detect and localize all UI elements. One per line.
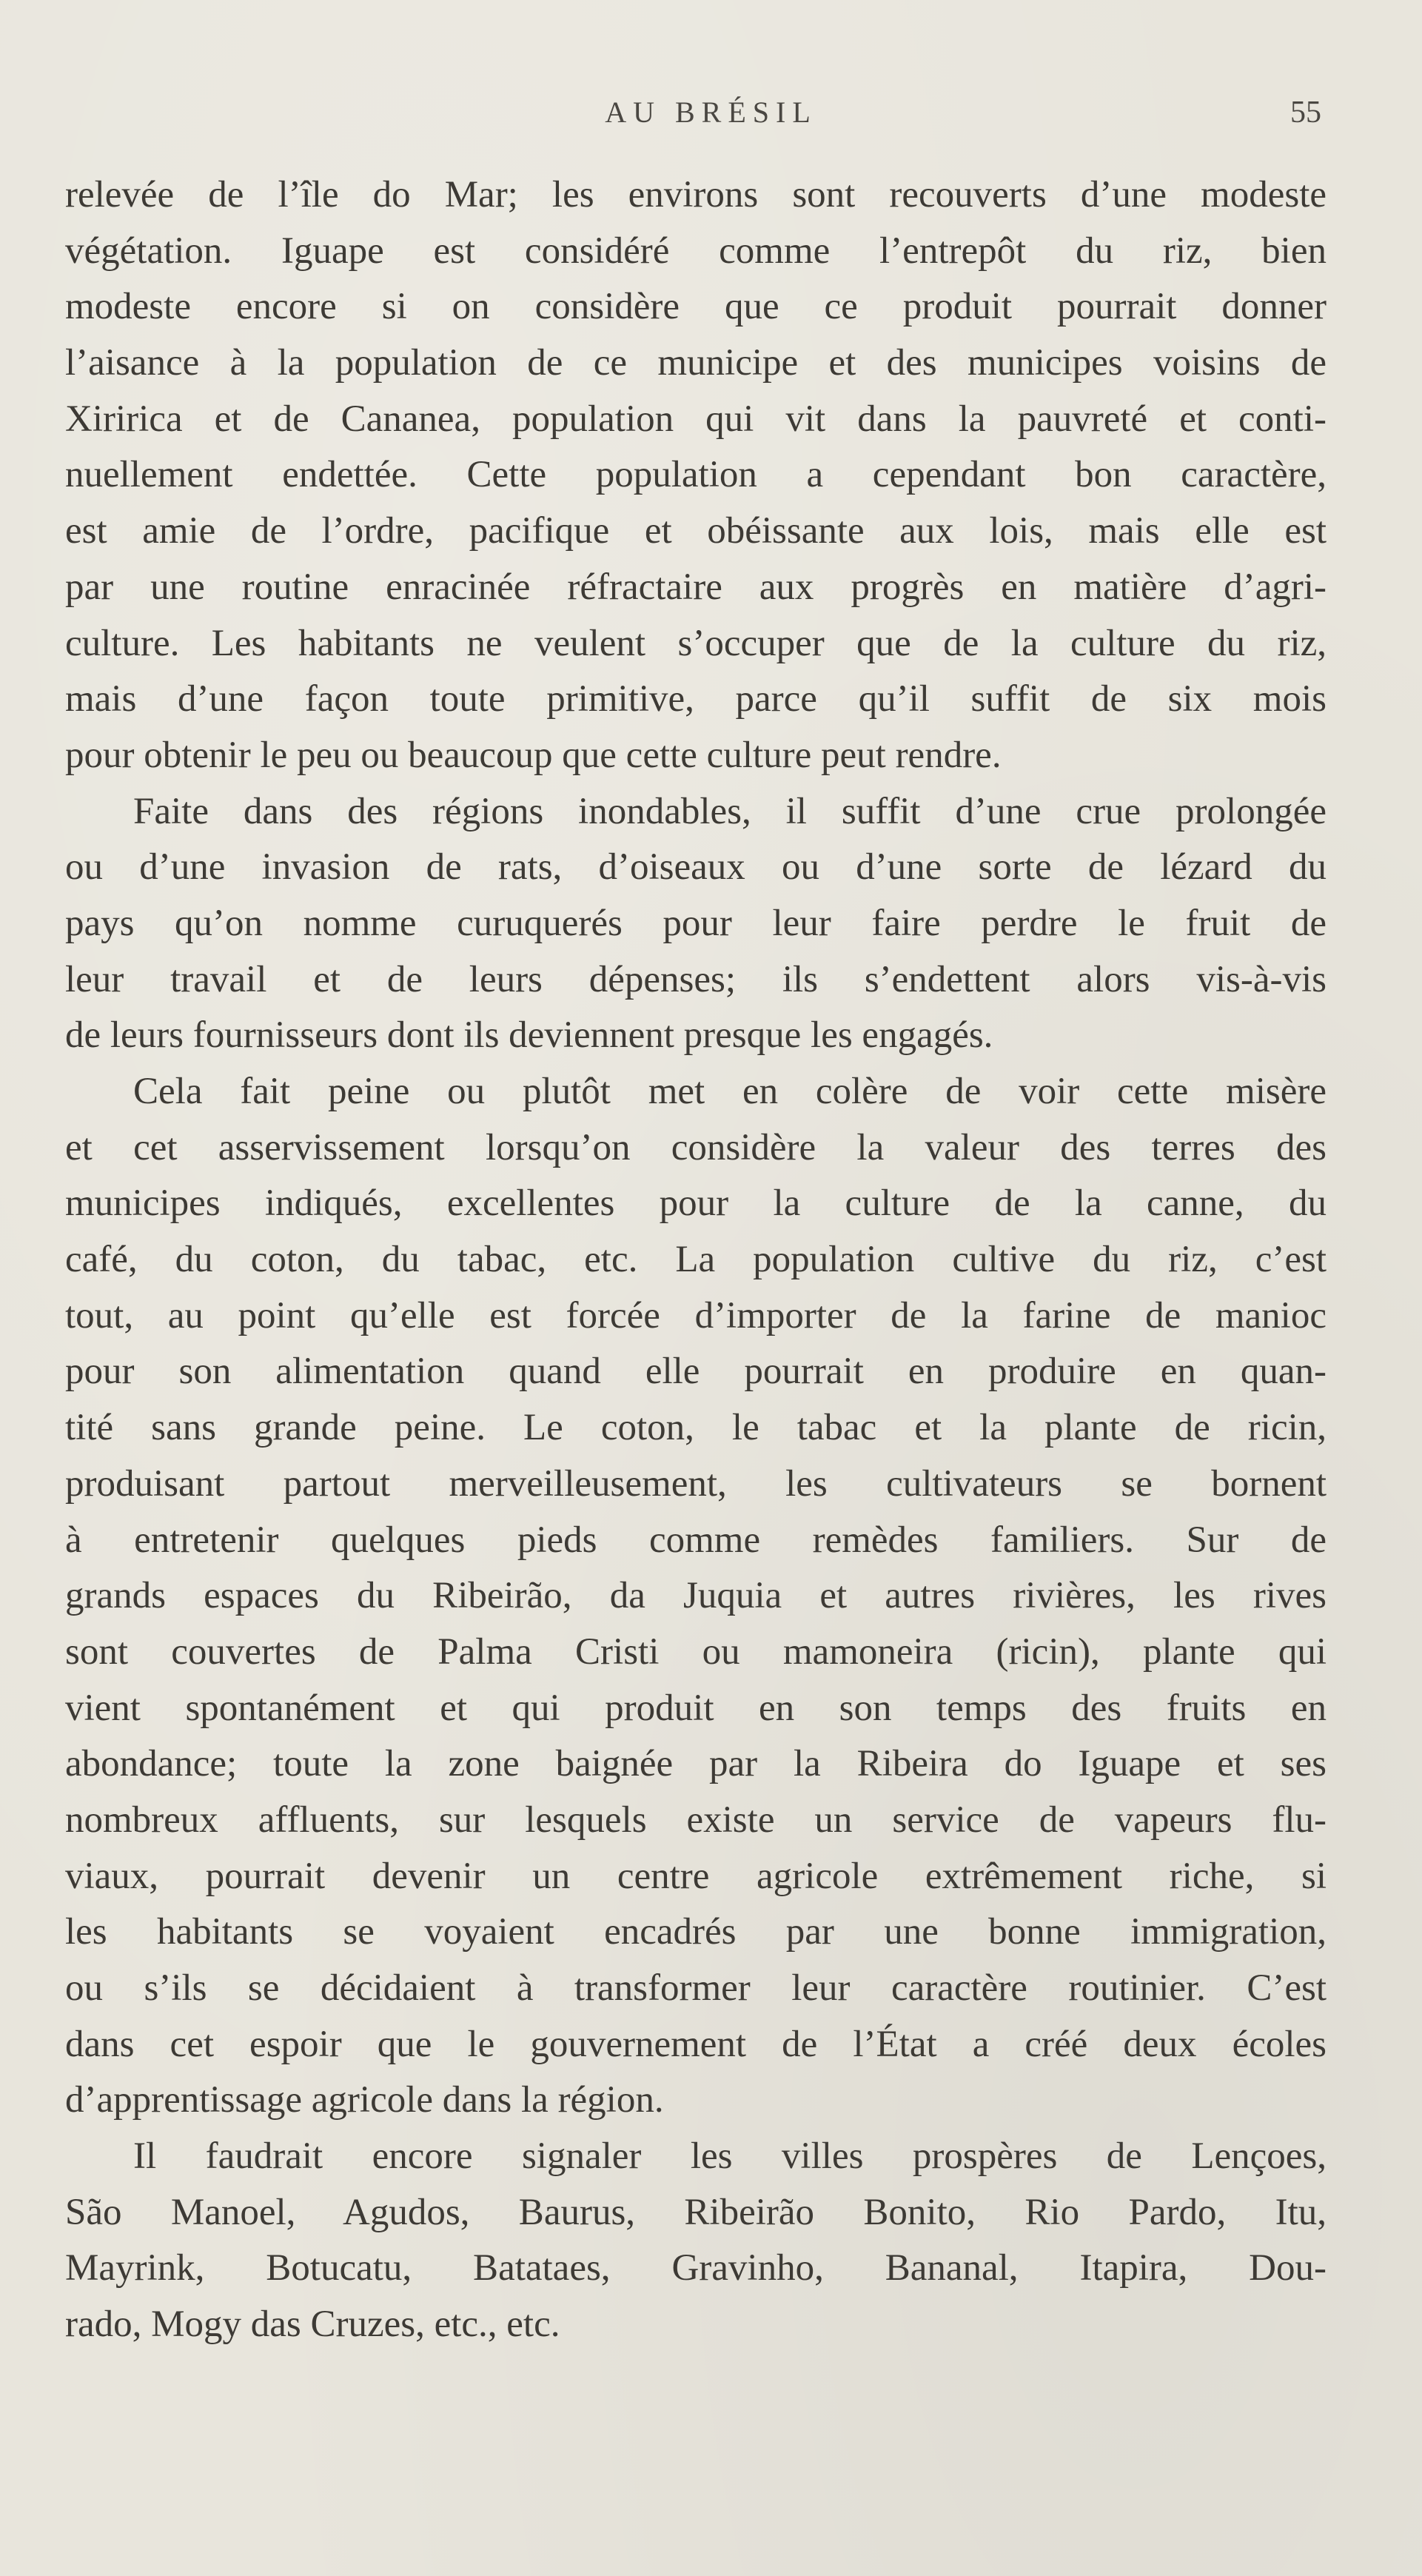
page-number: 55 <box>1290 96 1321 130</box>
text-line: municipes indiqués, excellentes pour la culture de la canne, du <box>65 1182 1327 1225</box>
text-line: ou s’ils se décidaient à transformer leur caractère routinier. C’est <box>65 1967 1327 2009</box>
text-line: végétation. Iguape est considéré comme l’entrepôt du riz, bien <box>65 230 1327 272</box>
text-line: et cet asservissement lorsqu’on considère la valeur des terres des <box>65 1126 1327 1168</box>
running-title: AU BRÉSIL <box>605 96 817 129</box>
text-line: Faite dans des régions inondables, il suffit d’une crue prolongée <box>133 790 1327 832</box>
text-line: culture. Les habitants ne veulent s’occuper que de la culture du riz, <box>65 622 1327 664</box>
text-line: sont couvertes de Palma Cristi ou mamoneira (ricin), plante qui <box>65 1630 1327 1673</box>
text-line: ou d’une invasion de rats, d’oiseaux ou d’une sorte de lézard du <box>65 846 1327 889</box>
text-line: Cela fait peine ou plutôt met en colère de voir cette misère <box>133 1071 1327 1112</box>
text-line: l’aisance à la population de ce municipe et des municipes voisins de <box>65 342 1327 384</box>
text-line: modeste encore si on considère que ce produit pourrait donner <box>65 286 1327 328</box>
text-line: Mayrink, Botucatu, Batataes, Gravinho, Bananal, Itapira, Dou- <box>65 2247 1327 2289</box>
text-line: d’apprentissage agricole dans la région. <box>65 2079 664 2121</box>
text-line: relevée de l’île do Mar; les environs sont recouverts d’une modeste <box>65 174 1327 215</box>
text-line: nombreux affluents, sur lesquels existe un service de vapeurs flu- <box>65 1799 1327 1841</box>
text-line: café, du coton, du tabac, etc. La population cultive du riz, c’est <box>65 1239 1327 1281</box>
text-line: Xiririca et de Cananea, population qui vit dans la pauvreté et conti- <box>65 398 1327 440</box>
text-line: pour son alimentation quand elle pourrait en produire en quan- <box>65 1351 1327 1393</box>
text-line: grands espaces du Ribeirão, da Juquia et autres rivières, les rives <box>65 1575 1327 1617</box>
text-line: les habitants se voyaient encadrés par une bonne immigration, <box>65 1911 1327 1953</box>
text-line: vient spontanément et qui produit en son temps des fruits en <box>65 1687 1327 1729</box>
text-line: Il faudrait encore signaler les villes prospères de Lençoes, <box>133 2135 1327 2178</box>
text-line: leur travail et de leurs dépenses; ils s’endettent alors vis-à-vis <box>65 958 1327 1000</box>
text-line: mais d’une façon toute primitive, parce qu’il suffit de six mois <box>65 678 1327 720</box>
text-line: produisant partout merveilleusement, les cultivateurs se bornent <box>65 1462 1327 1505</box>
text-line: par une routine enracinée réfractaire aux progrès en matière d’agri- <box>65 566 1327 608</box>
text-line: viaux, pourrait devenir un centre agricole extrêmement riche, si <box>65 1855 1327 1897</box>
text-line: tité sans grande peine. Le coton, le tabac et la plante de ricin, <box>65 1407 1327 1449</box>
running-head <box>0 95 1422 139</box>
text-line: pays qu’on nomme curuquerés pour leur faire perdre le fruit de <box>65 902 1327 944</box>
text-line: de leurs fournisseurs dont ils deviennent presque les engagés. <box>65 1014 993 1057</box>
text-line: à entretenir quelques pieds comme remèdes familiers. Sur de <box>65 1519 1327 1561</box>
text-line: pour obtenir le peu ou beaucoup que cette culture peut rendre. <box>65 734 1002 776</box>
body-text <box>65 167 1327 2353</box>
text-line: São Manoel, Agudos, Baurus, Ribeirão Bonito, Rio Pardo, Itu, <box>65 2191 1327 2233</box>
text-line: tout, au point qu’elle est forcée d’importer de la farine de manioc <box>65 1294 1327 1336</box>
text-line: rado, Mogy das Cruzes, etc., etc. <box>65 2304 560 2346</box>
text-line: abondance; toute la zone baignée par la Ribeira do Iguape et ses <box>65 1743 1327 1785</box>
text-line: est amie de l’ordre, pacifique et obéissante aux lois, mais elle est <box>65 510 1327 552</box>
text-line: dans cet espoir que le gouvernement de l’État a créé deux écoles <box>65 2023 1327 2065</box>
text-line: nuellement endettée. Cette population a cependant bon caractère, <box>65 454 1327 496</box>
